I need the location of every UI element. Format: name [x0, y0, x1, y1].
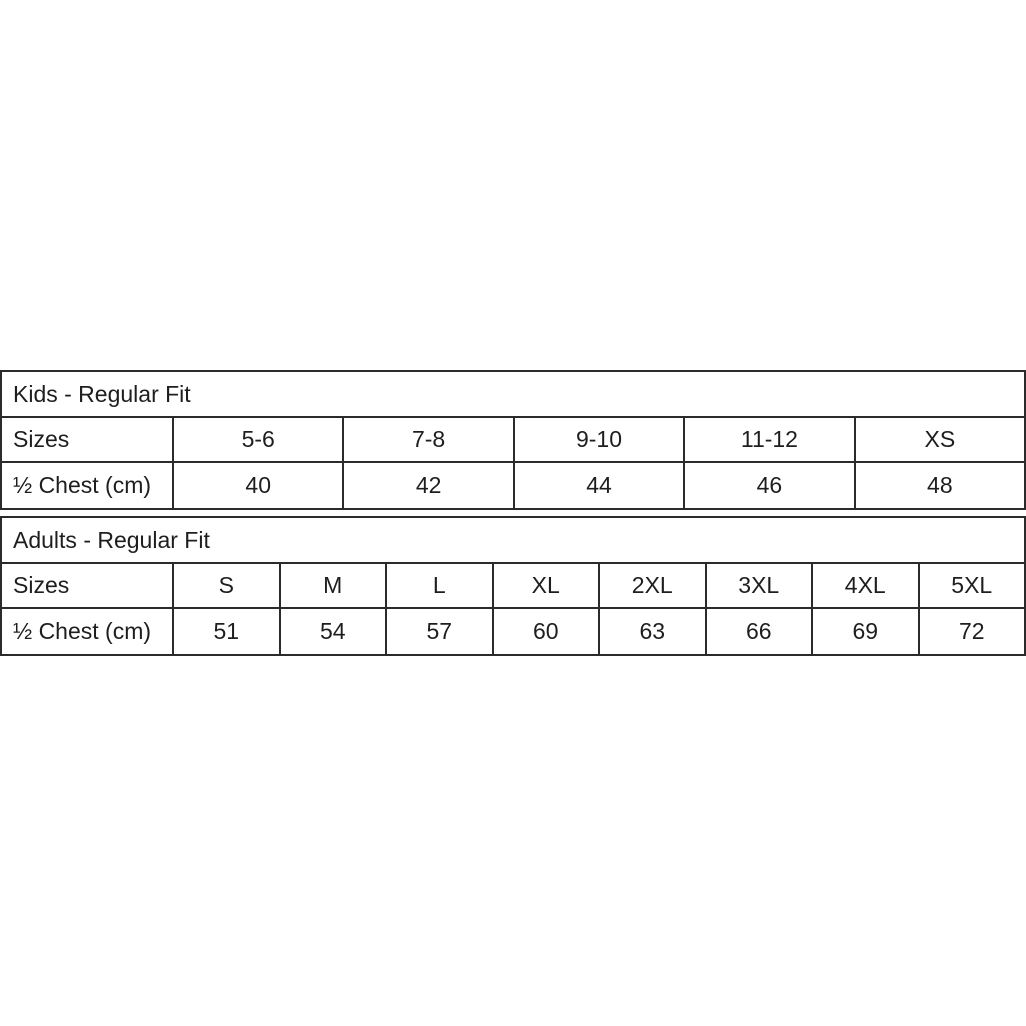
kids-sizes-label: Sizes: [2, 418, 174, 461]
adults-size-cell: XL: [494, 564, 601, 607]
adults-size-cell: 4XL: [813, 564, 920, 607]
adults-chest-cell: 51: [174, 609, 281, 654]
kids-chest-cell: 44: [515, 463, 685, 508]
kids-size-cell: 9-10: [515, 418, 685, 461]
adults-chest-cell: 57: [387, 609, 494, 654]
adults-size-cell: 5XL: [951, 572, 993, 598]
kids-size-cell: 11-12: [685, 418, 855, 461]
adults-chest-cell: 69: [813, 609, 920, 654]
adults-chest-label: ½ Chest (cm): [2, 609, 174, 654]
kids-chest-row: [2, 463, 1024, 508]
kids-chest-cell: 46: [685, 463, 855, 508]
adults-chest-cell: 72: [958, 618, 985, 644]
kids-size-cell: XS: [924, 426, 956, 452]
adults-size-cell: 2XL: [600, 564, 707, 607]
adults-chest-row: [2, 609, 1024, 654]
adults-table-title: Adults - Regular Fit: [2, 518, 1024, 564]
adults-chest-cell: 60: [494, 609, 601, 654]
kids-table-title: Kids - Regular Fit: [2, 372, 1024, 418]
adults-chest-cell: 63: [600, 609, 707, 654]
kids-size-table: [0, 370, 1026, 510]
adults-size-cell: S: [174, 564, 281, 607]
adults-chest-cell: 66: [707, 609, 814, 654]
kids-size-cell: 5-6: [174, 418, 344, 461]
kids-sizes-row: [2, 418, 1024, 463]
adults-size-cell: L: [387, 564, 494, 607]
adults-sizes-row: [2, 564, 1024, 609]
adults-chest-cell: 54: [281, 609, 388, 654]
kids-chest-cell: 40: [174, 463, 344, 508]
kids-size-cell: 7-8: [344, 418, 514, 461]
adults-size-cell: M: [281, 564, 388, 607]
kids-chest-cell: 42: [344, 463, 514, 508]
adults-sizes-label: Sizes: [2, 564, 174, 607]
kids-chest-cell: 48: [927, 472, 953, 498]
adults-size-cell: 3XL: [707, 564, 814, 607]
kids-chest-label: ½ Chest (cm): [2, 463, 174, 508]
adults-size-table: [0, 516, 1026, 656]
